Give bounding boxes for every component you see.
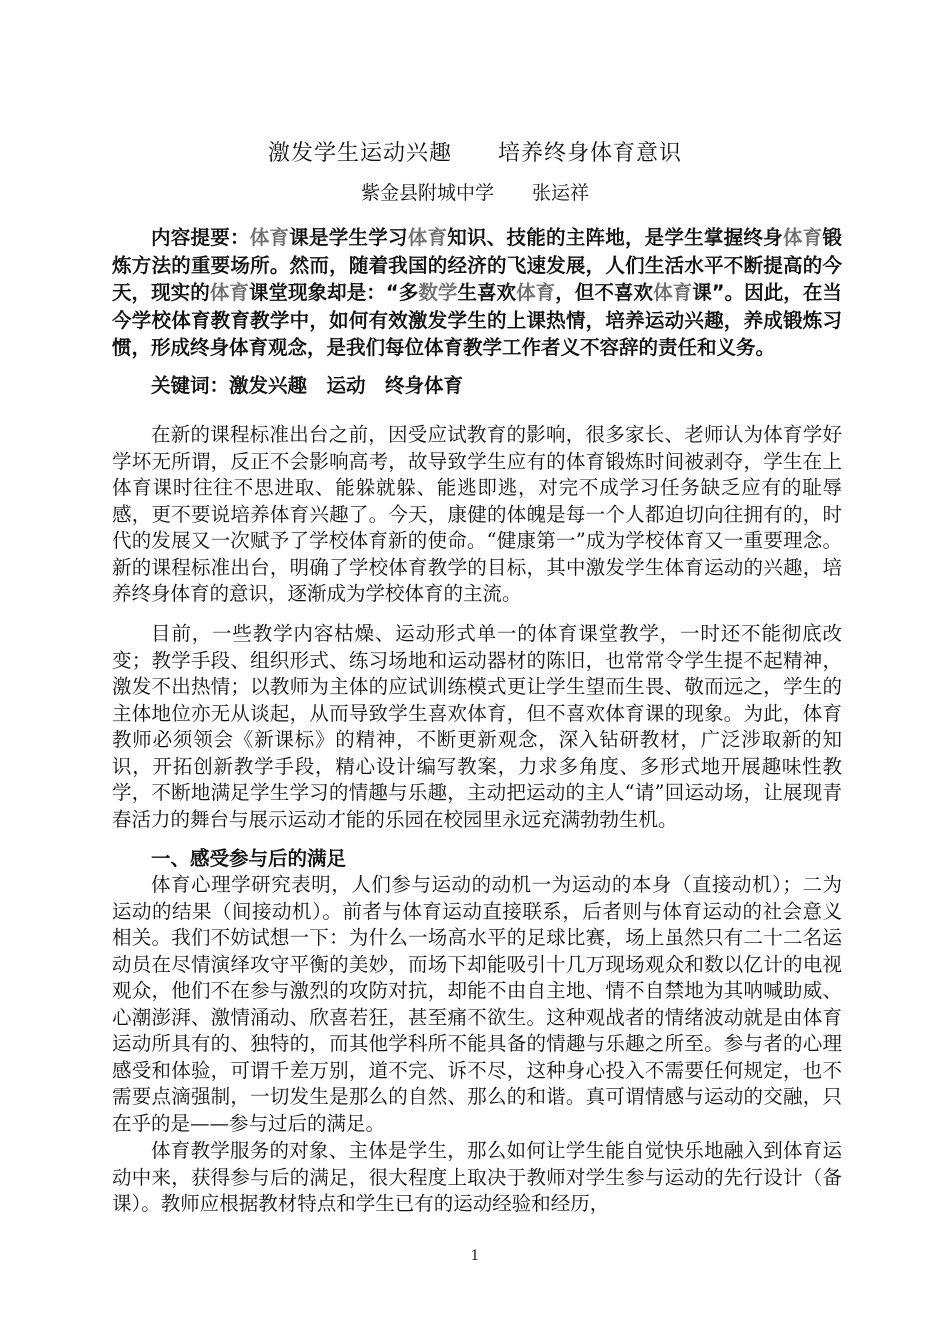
abstract-text: 锻炼方法的重要场所。然而，随着我国的经济的飞速发展，人们生活水平不断提高的今天，现实的: [112, 226, 842, 304]
abstract-text: 课是学生学习: [289, 226, 408, 249]
abstract-text: 生喜欢: [457, 281, 517, 304]
document-title: 激发学生运动兴趣 培养终身体育意识: [267, 141, 682, 166]
abstract-highlight-term: 体育: [653, 281, 693, 304]
paragraph-current-situation: 目前，一些教学内容枯燥、运动形式单一的体育课堂教学，一时还不能彻底改变；教学手段、组织形式、练习场地和运动器材的陈旧，也常常令学生提不起精神，激发不出热情；以教师为主体的应试训练模式更让学生望而生畏、敬而远之，学生的主体地位亦无从谈起，从而导致学生喜欢体育，但不喜欢体育课的现象。为此，体育教师必须领会《新课标》的精神，不断更新观念，深入钻研教材，广泛涉取新的知识，开拓创新教学手段，精心设计编写教案，力求多角度、多形式地开展趣味性教学，不断地满足学生学习的情趣与乐趣，主动把运动的主人“请”回运动场，让展现青春活力的舞台与展示运动才能的乐园在校园里永远充满勃勃生机。: [112, 622, 842, 831]
abstract-highlight-term: 体育: [407, 226, 448, 249]
abstract-highlight-term: 数学: [418, 281, 458, 304]
document-author: 紫金县附城中学 张运祥: [360, 182, 589, 204]
keywords: 关键词：激发兴趣 运动 终身体育: [151, 374, 464, 397]
abstract-text: ，但不喜欢: [555, 281, 654, 304]
abstract: [112, 224, 842, 362]
abstract-text: 课”。因此，在当今学校体育教育教学中，如何有效激发学生的上课热情，培养运动兴趣，养成锻炼习惯，形成终身体育观念，是我们每位体育教学工作者义不容辞的责任和义务。: [112, 281, 842, 359]
abstract-label: 内容提要：: [151, 226, 250, 249]
abstract-highlight-term: 体育: [516, 281, 556, 304]
paragraph-intro: 在新的课程标准出台之前，因受应试教育的影响，很多家长、老师认为体育学好学坏无所谓，反正不会影响高考，故导致学生应有的体育锻炼时间被剥夺，学生在上体育课时往往不思进取、能躲就躲、能逃即逃，对完不成学习任务缺乏应有的耻辱感，更不要说培养体育兴趣了。今天，康健的体魄是每一个人都迫切向往拥有的，时代的发展又一次赋予了学校体育新的使命。“健康第一”成为学校体育又一重要理念。新的课程标准出台，明确了学校体育教学的目标，其中激发学生体育运动的兴趣，培养终身体育的意识，逐渐成为学校体育的主流。: [112, 423, 842, 605]
abstract-highlight-term: 体育: [249, 226, 290, 249]
page-number: 1: [470, 1248, 480, 1264]
abstract-text: 课堂现象却是：“多: [248, 281, 419, 304]
paragraph-psychology: 体育心理学研究表明，人们参与运动的动机一为运动的本身（直接动机）；二为运动的结果（间接动机）。前者与体育运动直接联系，后者则与体育运动的社会意义相关。我们不妨试想一下：为什么一场高水平的足球比赛，场上虽然只有二十二名运动员在尽情演绎攻守平衡的美妙，而场下却能吸引十几万现场观众和数以亿计的电视观众，他们不在参与激烈的攻防对抗，却能不由自主地、情不自禁地为其呐喊助威、心潮澎湃、激情涌动、欣喜若狂，甚至痛不欲生。这种观战者的情绪波动就是由体育运动所具有的、独特的，而其他学科所不能具备的情趣与乐趣之所至。参与者的心理感受和体验，可谓千差万别，道不完、诉不尽，这种身心投入不需要任何规定，也不需要点滴强制，一切发生是那么的自然、那么的和谐。真可谓情感与运动的交融，只在乎的是——参与过后的满足。: [112, 873, 842, 1135]
abstract-text: 知识、技能的主阵地，是学生掌握终身: [447, 226, 783, 249]
paragraph-teaching: 体育教学服务的对象、主体是学生，那么如何让学生能自觉快乐地融入到体育运动中来，获得参与后的满足，很大程度上取决于教师对学生参与运动的先行设计（备课）。教师应根据教材特点和学生已有的运动经验和经历，: [112, 1139, 842, 1215]
abstract-highlight-term: 体育: [209, 281, 249, 304]
abstract-highlight-term: 体育: [782, 226, 823, 249]
section-heading: 一、感受参与后的满足: [151, 847, 347, 870]
